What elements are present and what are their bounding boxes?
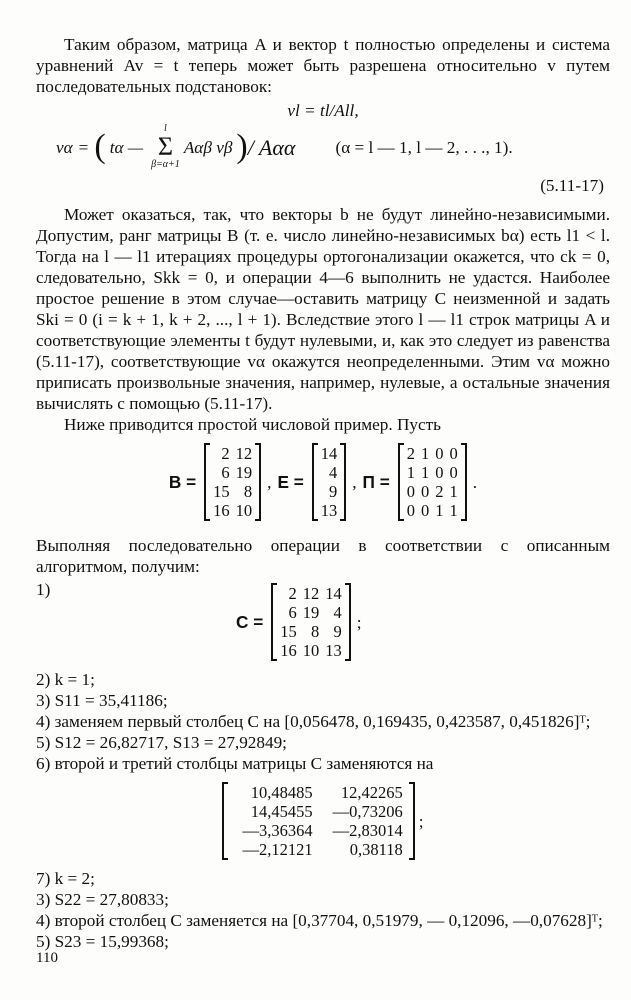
matrix-c-cell: 19 [302,603,320,622]
matrix-c-row [236,583,362,661]
matrix-c-cell: 8 [310,622,320,641]
step-1-label: 1) [36,580,51,599]
matrix-p-cell: 0 [421,501,430,520]
matrix-b [204,443,261,521]
matrix-b-cell: 12 [235,444,253,463]
matrix-b-cell: 2 [221,444,230,463]
matrix-c-cell: 15 [280,622,297,641]
matrix-c-cell: 9 [333,622,342,641]
step-1-block [36,577,610,669]
matrix-p-cell: 1 [406,463,416,482]
eq-sum-term: Aαβ vβ [183,137,233,157]
matrix-p-cell: 2 [406,444,416,463]
matrix-p-cell: 1 [421,463,430,482]
matrix-b-cell: 19 [235,463,253,482]
matrix-c-end: ; [356,612,362,632]
equation-number: (5.11-17) [540,176,604,195]
eq-range: (α = l — 1, l — 2, . . ., 1). [335,137,513,157]
matrix-end: . [472,472,478,492]
matrix-p-cell: 1 [449,501,458,520]
matrix-p-cell: 1 [421,444,430,463]
matrix-m-cell: 10,48485 [250,783,313,802]
page-body [36,34,610,952]
matrix-p-cell: 0 [421,482,430,501]
matrix-b-cell: 16 [213,501,230,520]
matrix-p-cell: 0 [435,444,444,463]
page-number: 110 [36,950,58,966]
eq-sum-upper: l [164,123,167,134]
step-line: 5) S12 = 26,82717, S13 = 27,92849; [36,733,287,752]
equation-v-l: vl = tl/All, [287,101,359,120]
matrix-c-cell: 16 [280,641,297,660]
matrix-b-cell: 15 [213,482,230,501]
matrix-m-end: ; [418,811,424,831]
eq-sum [151,123,180,171]
matrix-m [222,782,414,860]
paragraph-4: Выполняя последовательно операции в соответствии с описанным алгоритмом, получим: [36,536,610,576]
matrix-c-label: C = [236,611,264,632]
matrix-c [271,583,351,661]
matrix-p-cell: 0 [435,463,444,482]
matrix-c-cell: 13 [325,641,342,660]
matrix-m-cell: 14,45455 [250,802,313,821]
matrix-b-label: B = [168,471,197,492]
eq-close-paren: ) [236,128,248,165]
matrix-e-cell: 9 [328,482,338,501]
matrix-p-cell: 2 [435,482,444,501]
paragraph-3: Ниже приводится простой числовой пример. Пусть [64,415,441,434]
matrix-m-cell: 0,38118 [349,840,403,859]
matrix-m-cell: 12,42265 [340,783,403,802]
step-line: 5) S23 = 15,99368; [36,932,169,951]
matrix-m-cell: —0,73206 [332,802,403,821]
matrix-c-cell: 4 [333,603,342,622]
matrix-c-cell: 6 [288,603,297,622]
eq-open-paren: ( [94,128,106,165]
step-line: 4) заменяем первый столбец C на [0,056478, 0,169435, 0,423587, 0,451826]ᵀ; [36,712,591,731]
matrix-p-cell: 0 [406,501,416,520]
matrix-p [398,443,467,521]
matrix-p-cell: 0 [449,463,458,482]
matrix-c-cell: 2 [288,584,297,603]
matrix-p-cell: 1 [435,501,444,520]
matrix-e-cell: 4 [328,463,338,482]
matrix-p-cell: 0 [449,444,458,463]
equation-v-alpha [36,125,610,169]
matrix-sep-1: , [267,472,272,492]
matrix-c-cell: 10 [302,641,320,660]
matrix-m-cell: —2,83014 [332,821,403,840]
matrix-b-cell: 8 [243,482,253,501]
eq-sum-symbol: Σ [157,132,174,161]
eq-equals: = [78,137,89,157]
matrix-c-cell: 12 [302,584,320,603]
matrix-e-label: E = [277,471,304,492]
eq-t-alpha: tα — [109,137,144,157]
eq-divide: / Aαα [247,134,296,160]
eq-v-alpha: vα [56,137,73,157]
matrix-m-row [36,782,610,860]
matrices-row [36,443,610,521]
step-line: 2) k = 1; [36,670,95,689]
step-line: 4) второй столбец C заменяется на [0,37704, 0,51979, — 0,12096, —0,07628]ᵀ; [36,911,603,930]
step-line: 6) второй и третий столбцы матрицы C заменяются на [36,754,434,773]
eq-sum-lower: β=α+1 [151,159,180,170]
matrix-p-cell: 1 [449,482,458,501]
matrix-e [312,443,347,521]
paragraph-2: Может оказаться, так, что векторы b не будут линейно-независимыми. Допустим, ранг матрицы B (т. е. число линейно-независимых bα) есть l1 < l. Тогда на l — l1 итерациях процедуры ортогонализации окажется, что ck = 0, следовательно, Skk = 0, и операции 4—6 выполнить не удастся. Наиболее простое решение в этом случае—оставить матрицу C неизменной и задать Ski = 0 (i = k + 1, k + 2, ..., l + 1). Вследствие этого l — l1 строк матрицы A и соответствующие элементы t будут нулевыми, и, как это следует из равенства (5.11-17), соответствующие vα окажутся неопределенными. Этим vα можно приписать произвольные значения, например, нулевые, а остальные значения вычислять с помощью (5.11-17). [36,205,610,413]
step-line: 3) S11 = 35,41186; [36,691,168,710]
matrix-p-label: Π = [362,471,390,492]
step-line: 3) S22 = 27,80833; [36,890,169,909]
matrix-b-cell: 6 [221,463,230,482]
matrix-e-cell: 13 [320,501,338,520]
matrix-b-cell: 10 [235,501,253,520]
matrix-e-cell: 14 [320,444,338,463]
matrix-m-cell: —3,36364 [242,821,313,840]
matrix-sep-2: , [352,472,357,492]
matrix-m-cell: —2,12121 [242,840,313,859]
step-line: 7) k = 2; [36,869,95,888]
paragraph-1: Таким образом, матрица A и вектор t полностью определены и система уравнений Av = t теперь может быть разрешена относительно v путем последовательных подстановок: [36,35,610,96]
matrix-c-cell: 14 [325,584,342,603]
matrix-p-cell: 0 [406,482,416,501]
